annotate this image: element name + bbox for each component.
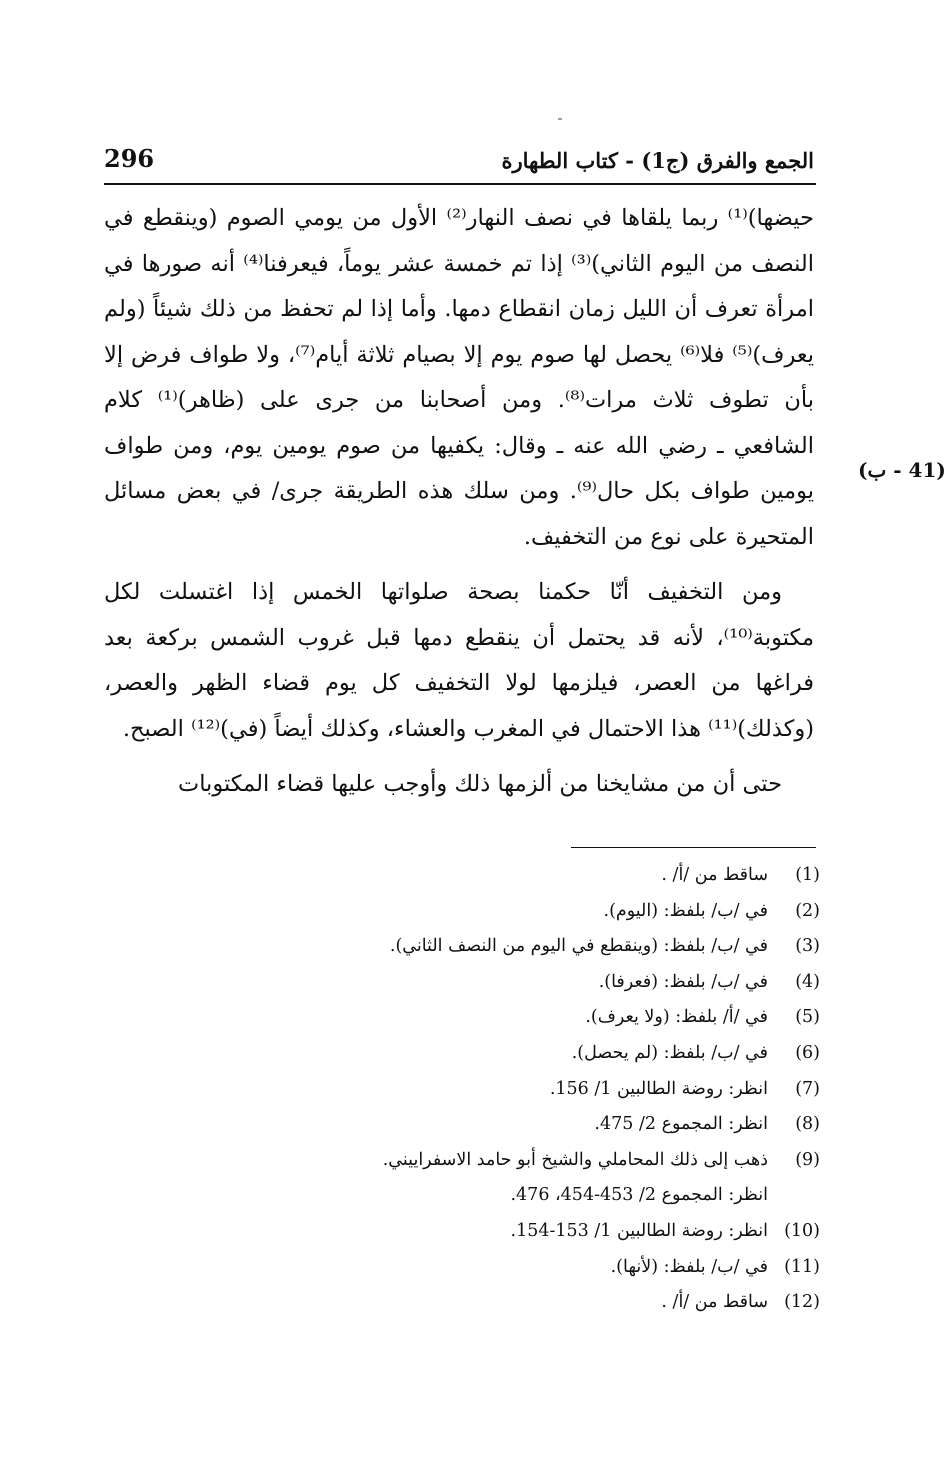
footnote-text: ساقط من /أ/ . [661, 1292, 768, 1313]
footnote [104, 1072, 820, 1108]
footnote-number: (3) [795, 936, 820, 957]
footnote [104, 1143, 820, 1179]
footnote-number: (5) [795, 1007, 820, 1028]
paragraph-3: حتى أن من مشايخنا من ألزمها ذلك وأوجب عليها قضاء المكتوبات [178, 771, 782, 797]
footnote-number: (8) [795, 1114, 820, 1135]
footnote-number: (12) [784, 1292, 820, 1313]
paragraph-1: حيضها)⁽¹⁾ ربما يلقاها في نصف النهار⁽²⁾ الأول من يومي الصوم (وينقطع في النصف من اليوم الثاني)⁽³⁾ إذا تم خمسة عشر يوماً، فيعرفنا⁽⁴⁾ أنه صورها في امرأة تعرف أن الليل زمان انقطاع دمها. وأما إذا لم تحفظ من ذلك شيئاً (ولم يعرف)⁽⁵⁾ فلا⁽⁶⁾ يحصل لها صوم يوم إلا بصيام ثلاثة أيام⁽⁷⁾، ولا طواف فرض إلا بأن تطوف ثلاث مرات⁽⁸⁾. ومن أصحابنا من جرى على (ظاهر)⁽¹⁾ كلام الشافعي ـ رضي الله عنه ـ وقال: يكفيها من صوم يومين يوم، ومن طواف يومين طواف بكل حال⁽⁹⁾. ومن سلك هذه الطريقة جرى/ في بعض مسائل المتحيرة على نوع من التخفيف. [104, 205, 815, 550]
main-text [104, 196, 814, 808]
footnote-continuation [104, 1178, 820, 1214]
footnote-number: (10) [784, 1220, 820, 1241]
running-header [104, 142, 814, 182]
footnote-text: انظر: المجموع 2/ 453-454، 476. [510, 1185, 768, 1206]
page-number: 296 [104, 144, 155, 173]
scan-mark [558, 118, 562, 120]
manuscript-folio-marker: (41 - ب) [858, 458, 946, 482]
footnote-text: في /أ/ بلفظ: (ولا يعرف). [585, 1007, 768, 1028]
footnote-text: في /ب/ بلفظ: (لم يحصل). [571, 1042, 768, 1063]
footnote-text: في /ب/ بلفظ: (فعرفا). [598, 971, 768, 992]
footnote-number: (4) [795, 971, 820, 992]
footnote [104, 858, 820, 894]
footnote-text: ساقط من /أ/ . [661, 865, 768, 885]
footnote [104, 1285, 820, 1321]
footnote [104, 1036, 820, 1072]
footnote [104, 1000, 820, 1036]
header-divider [104, 183, 816, 185]
paragraph-2: ومن التخفيف أنّا حكمنا بصحة صلواتها الخمس إذا اغتسلت لكل مكتوبة⁽¹⁰⁾، لأنه قد يحتمل أن ينقطع دمها قبل غروب الشمس بركعة بعد فراغها من العصر، فيلزمها لولا التخفيف كل يوم قضاء الظهر والعصر، (وكذلك)⁽¹¹⁾ هذا الاحتمال في المغرب والعشاء، وكذلك أيضاً (في)⁽¹²⁾ الصبح. [104, 579, 814, 742]
footnote-number: (2) [795, 900, 820, 921]
footnote-number: (6) [795, 1042, 820, 1063]
footnote-text: ذهب إلى ذلك المحاملي والشيخ أبو حامد الاسفراييني. [382, 1149, 768, 1170]
footnote-number: (11) [784, 1256, 820, 1277]
footnote-number: (9) [795, 1149, 820, 1170]
footnote-text: في /ب/ بلفظ: (اليوم). [603, 900, 768, 921]
footnote-text: في /ب/ بلفظ: (لأنها). [610, 1256, 768, 1277]
footnote-text: في /ب/ بلفظ: (وينقطع في اليوم من النصف الثاني). [389, 936, 768, 957]
footnotes [104, 858, 820, 1321]
footnote-text: انظر: روضة الطالبين 1/ 153-154. [510, 1220, 768, 1241]
footnote [104, 1107, 820, 1143]
footnote [104, 894, 820, 930]
footnote [104, 1250, 820, 1286]
running-title: الجمع والفرق (ج1) - كتاب الطهارة [501, 148, 814, 173]
footnote-number: (1) [795, 865, 820, 885]
footnote [104, 965, 820, 1001]
footnote-text: انظر: المجموع 2/ 475. [594, 1114, 768, 1135]
footnote [104, 929, 820, 965]
footnote [104, 1214, 820, 1250]
footnote-divider [571, 847, 816, 848]
footnote-text: انظر: روضة الطالبين 1/ 156. [549, 1078, 768, 1099]
footnote-number: (7) [795, 1078, 820, 1099]
